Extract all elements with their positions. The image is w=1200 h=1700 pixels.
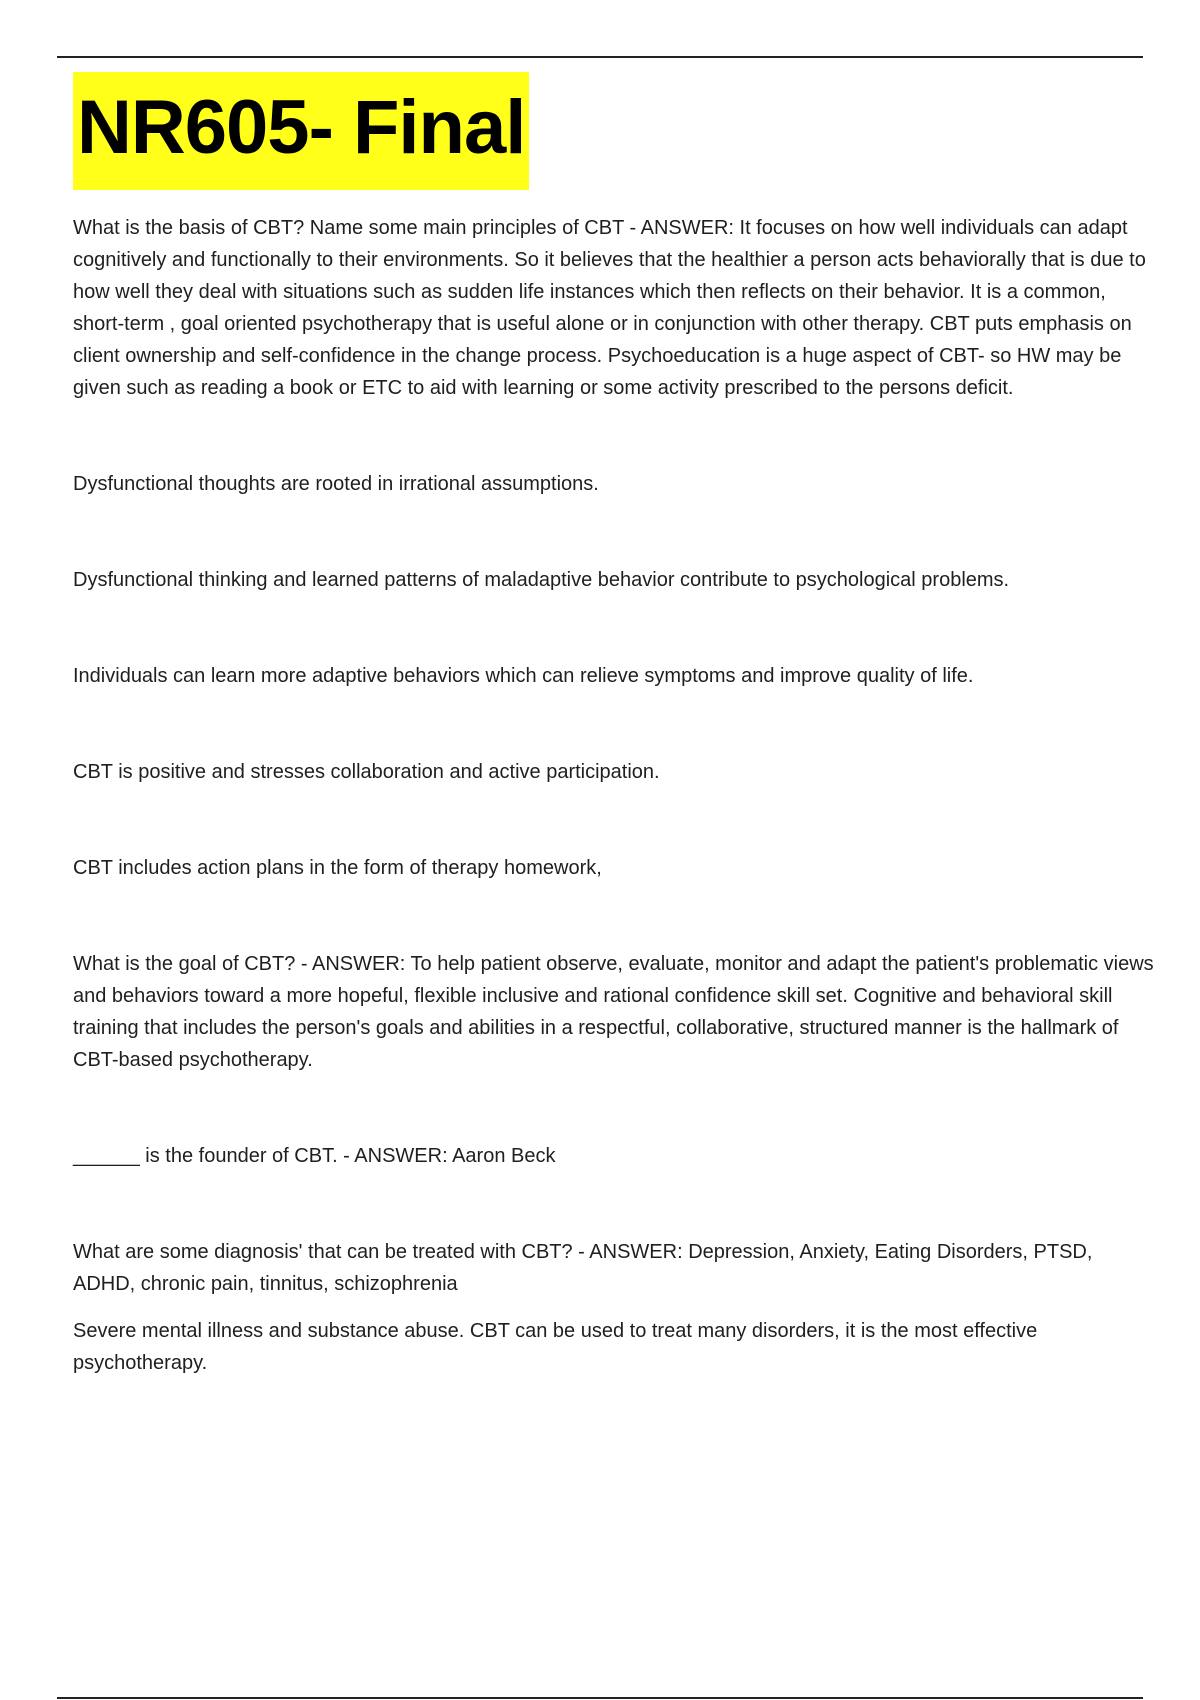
paragraph-cbt-basis: What is the basis of CBT? Name some main principles of CBT - ANSWER: It focuses on how well individuals can adapt cognitively and functionally to their environments. So it believes that the healthier a person acts behaviorally that is due to how well they deal with situations such as sudden life instances which then reflects on their behavior. It is a common, short-term , goal oriented psychotherapy that is useful alone or in conjunction with other therapy. CBT puts emphasis on client ownership and self-confidence in the change process. Psychoeducation is a huge aspect of CBT- so HW may be given such as reading a book or ETC to aid with learning or some activity prescribed to the persons deficit. bbox=[73, 217, 1146, 399]
top-rule bbox=[57, 56, 1143, 58]
paragraph-cbt-diagnoses: What are some diagnosis' that can be treated with CBT? - ANSWER: Depression, Anxiety, Eating Disorders, PTSD, ADHD, chronic pain, tinnitus, schizophrenia bbox=[73, 1241, 1093, 1295]
title-highlight bbox=[73, 72, 529, 190]
paragraph-cbt-goal: What is the goal of CBT? - ANSWER: To help patient observe, evaluate, monitor and adapt the patient's problematic views and behaviors toward a more hopeful, flexible inclusive and rational confidence skill set. Cognitive and behavioral skill training that includes the person's goals and abilities in a respectful, collaborative, structured manner is the hallmark of CBT-based psychotherapy. bbox=[73, 953, 1154, 1071]
paragraph-action-plans: CBT includes action plans in the form of therapy homework, bbox=[73, 857, 602, 879]
paragraph-cbt-positive: CBT is positive and stresses collaboration and active participation. bbox=[73, 761, 660, 783]
paragraph-dysfunctional-thoughts: Dysfunctional thoughts are rooted in irrational assumptions. bbox=[73, 473, 599, 495]
paragraph-dysfunctional-thinking: Dysfunctional thinking and learned patterns of maladaptive behavior contribute to psychological problems. bbox=[73, 569, 1010, 591]
document-body bbox=[73, 72, 1159, 1379]
bottom-rule bbox=[57, 1697, 1143, 1699]
paragraph-adaptive-behaviors: Individuals can learn more adaptive behaviors which can relieve symptoms and improve quality of life. bbox=[73, 665, 974, 687]
paragraph-cbt-founder: ______ is the founder of CBT. - ANSWER: Aaron Beck bbox=[73, 1145, 556, 1167]
paragraph-severe-illness: Severe mental illness and substance abuse. CBT can be used to treat many disorders, it is the most effective psychotherapy. bbox=[73, 1320, 1038, 1374]
document-title: NR605- Final bbox=[77, 85, 526, 170]
